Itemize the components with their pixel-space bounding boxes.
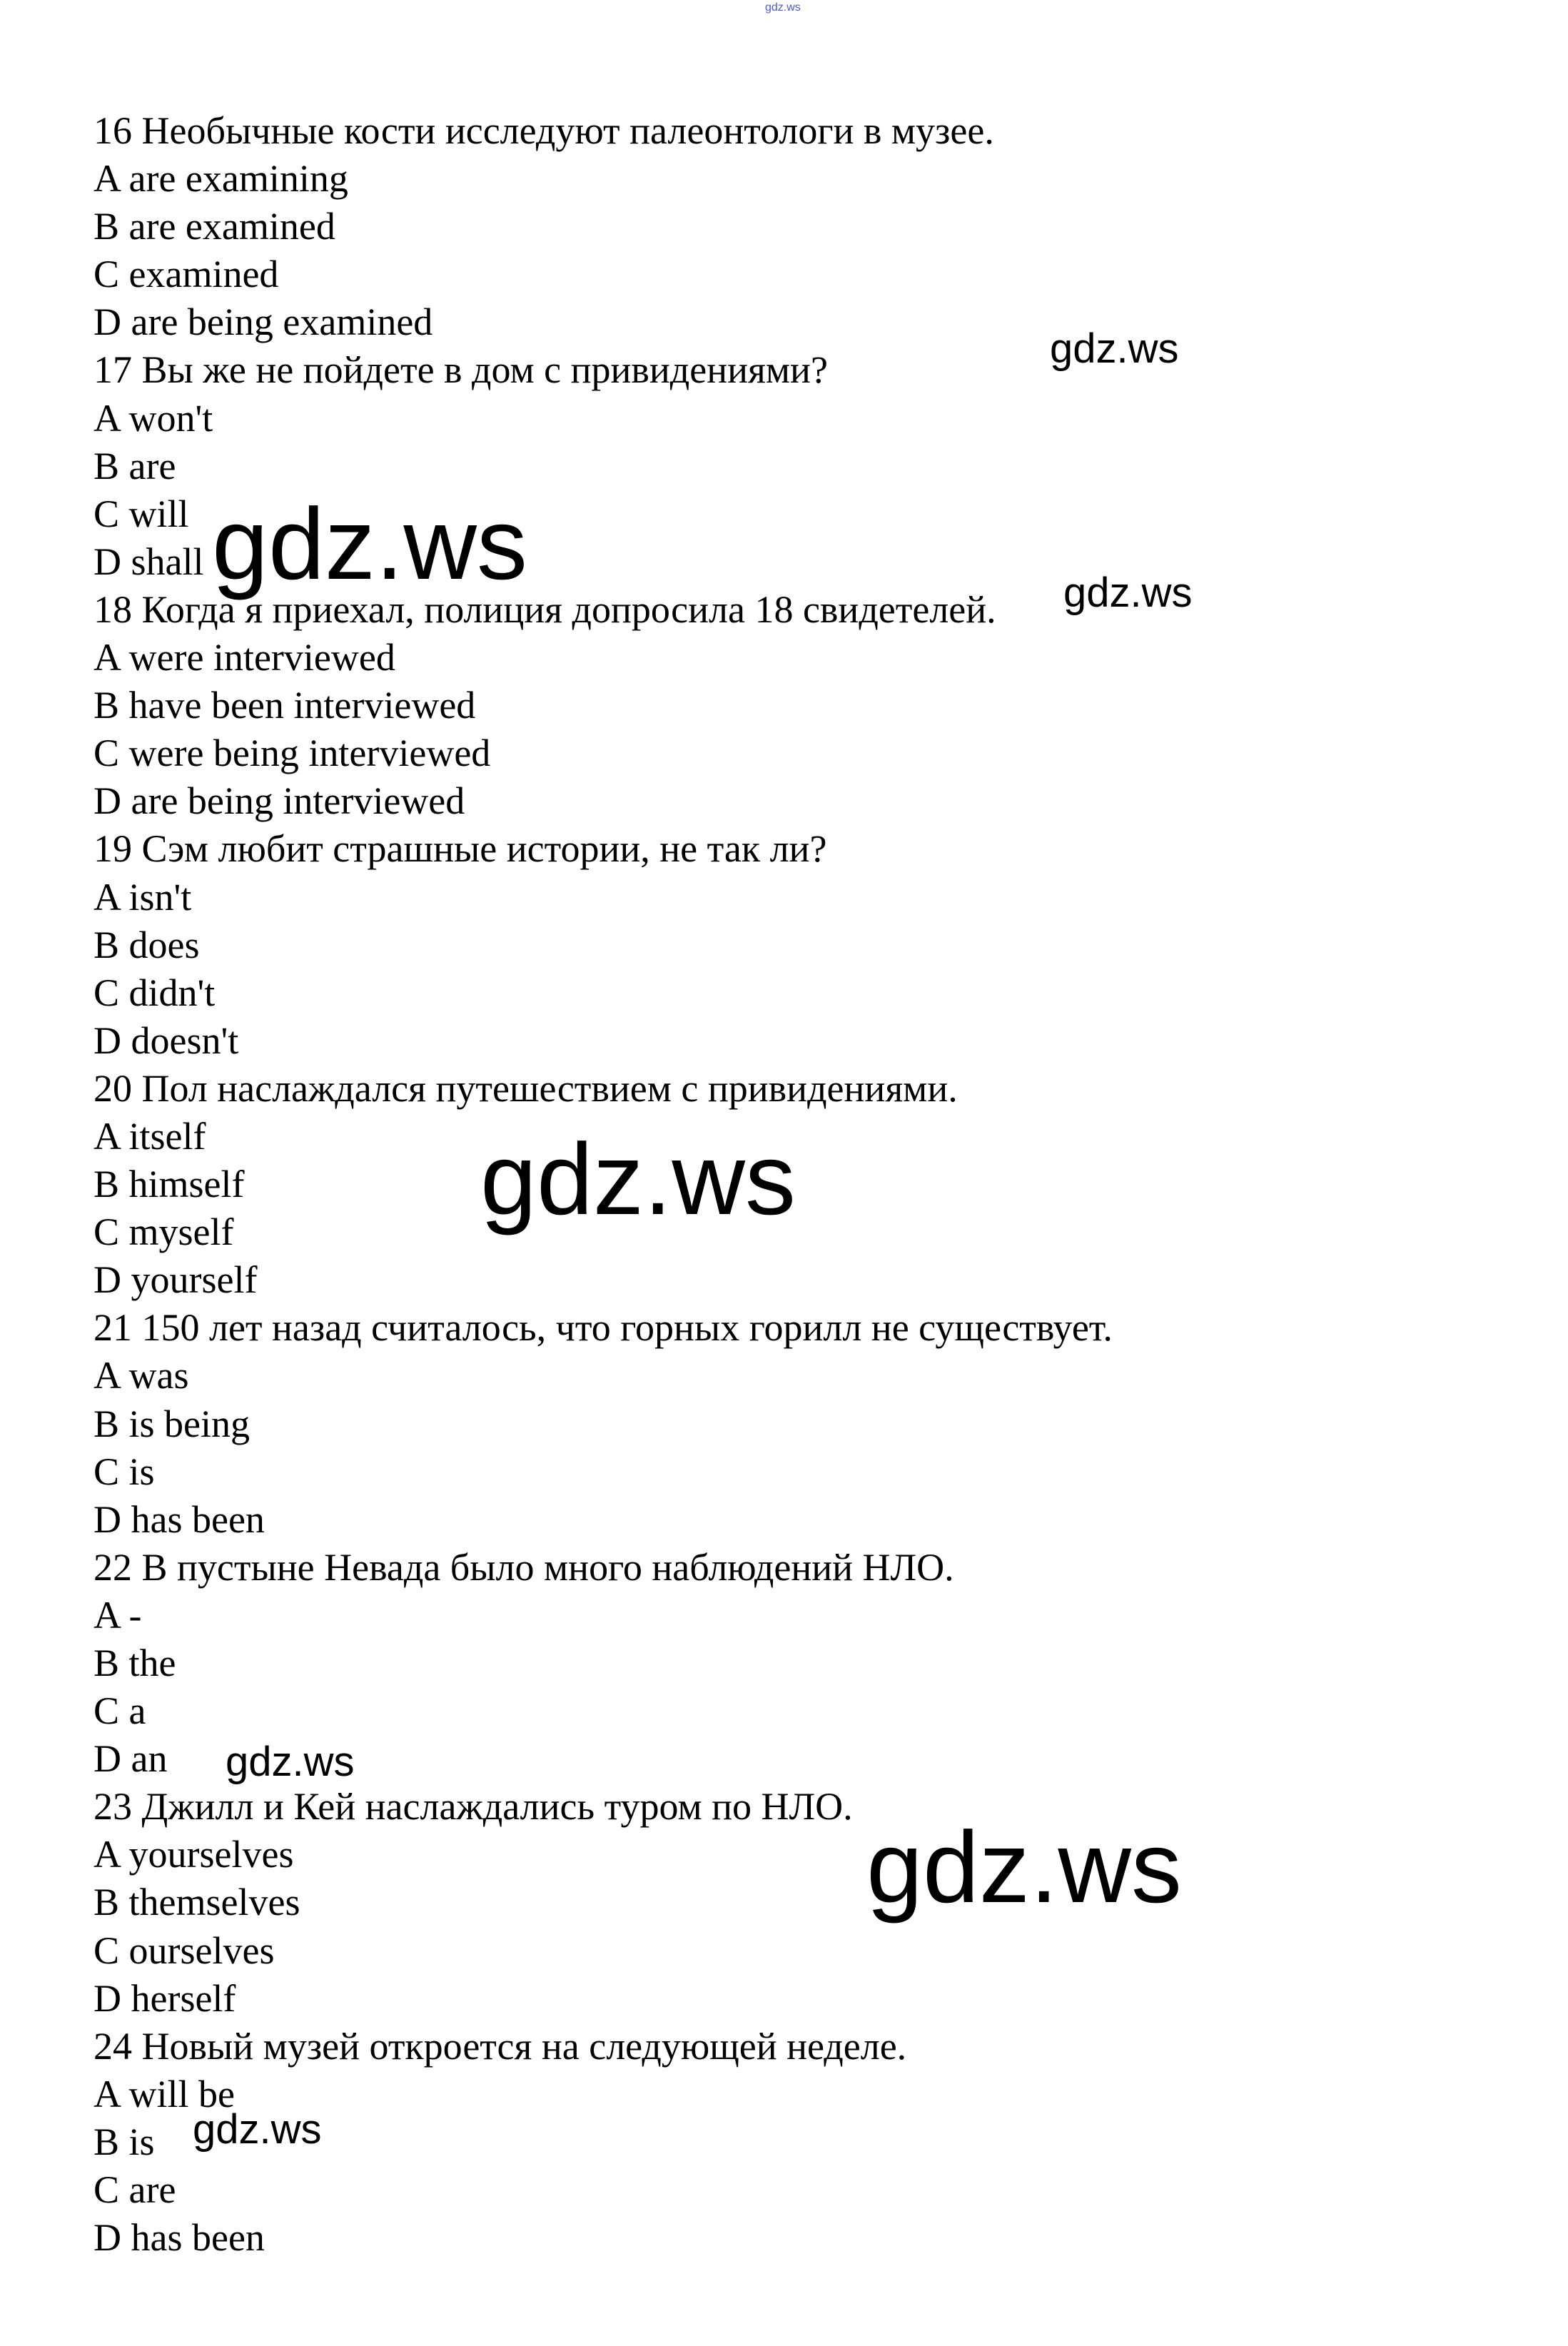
answer-option-a: A was xyxy=(93,1354,189,1397)
answer-option-b: B have been interviewed xyxy=(93,684,476,727)
answer-option-a: A itself xyxy=(93,1114,206,1158)
answer-option-d: D herself xyxy=(93,1976,236,2020)
answer-option-d: D an xyxy=(93,1737,168,1781)
answer-option-d: D yourself xyxy=(93,1258,258,1302)
answer-option-c: C examined xyxy=(93,253,279,296)
answer-option-b: B does xyxy=(93,923,200,966)
answer-option-a: A are examining xyxy=(93,157,348,201)
answer-option-d: D are being interviewed xyxy=(93,779,465,823)
question-prompt: 18 Когда я приехал, полиция допросила 18 свидетелей. xyxy=(93,587,996,631)
answer-option-a: A were interviewed xyxy=(93,636,395,679)
watermark: gdz.ws xyxy=(193,2106,322,2153)
question-18 xyxy=(93,586,1450,825)
watermark: gdz.ws xyxy=(866,1811,1182,1924)
answer-option-b: B is xyxy=(93,2120,155,2163)
question-16 xyxy=(93,107,1450,346)
answer-option-c: C will xyxy=(93,492,189,535)
watermark: gdz.ws xyxy=(226,1739,355,1785)
answer-option-c: C a xyxy=(93,1689,146,1733)
answer-option-b: B himself xyxy=(93,1163,245,1206)
answer-option-b: B are examined xyxy=(93,205,335,248)
question-prompt: 19 Сэм любит страшные истории, не так ли? xyxy=(93,827,827,871)
answer-option-a: A yourselves xyxy=(93,1833,294,1876)
answer-option-b: B the xyxy=(93,1642,176,1684)
answer-option-d: D doesn't xyxy=(93,1018,239,1062)
answer-option-d: D are being examined xyxy=(93,300,433,344)
answer-option-a: A won't xyxy=(93,396,213,440)
answer-option-b: B are xyxy=(93,444,176,487)
question-prompt: 20 Пол наслаждался путешествием с привидениями. xyxy=(93,1066,958,1110)
question-prompt: 16 Необычные кости исследуют палеонтологи в музее. xyxy=(93,109,994,152)
watermark: gdz.ws xyxy=(480,1123,796,1236)
watermark: gdz.ws xyxy=(1050,325,1179,372)
answer-option-c: C myself xyxy=(93,1210,234,1254)
watermark: gdz.ws xyxy=(1063,570,1193,616)
answer-option-c: C is xyxy=(93,1450,155,1493)
question-19 xyxy=(93,825,1450,1064)
watermark: gdz.ws xyxy=(212,487,527,601)
question-prompt: 23 Джилл и Кей наслаждались туром по НЛО. xyxy=(93,1785,853,1829)
answer-option-c: C were being interviewed xyxy=(93,732,491,775)
answer-option-a: A - xyxy=(93,1593,142,1637)
header-watermark: gdz.ws xyxy=(765,1,801,14)
answer-option-b: B themselves xyxy=(93,1881,300,1924)
answer-option-b: B is being xyxy=(93,1402,251,1445)
answer-option-c: C ourselves xyxy=(93,1928,275,1972)
answer-option-d: D has been xyxy=(93,2216,265,2260)
answer-option-c: C are xyxy=(93,2168,176,2212)
answer-option-d: D has been xyxy=(93,1497,265,1541)
question-21 xyxy=(93,1304,1450,1543)
answer-option-a: A will be xyxy=(93,2072,235,2115)
answer-option-d: D shall xyxy=(93,540,204,583)
question-prompt: 22 В пустыне Невада было много наблюдений НЛО. xyxy=(93,1545,954,1589)
question-prompt: 17 Вы же не пойдете в дом с привидениями? xyxy=(93,348,828,392)
question-prompt: 21 150 лет назад считалось, что горных горилл не существует. xyxy=(93,1306,1113,1350)
question-23 xyxy=(93,1783,1450,2022)
answer-option-c: C didn't xyxy=(93,971,216,1014)
question-prompt: 24 Новый музей откроется на следующей неделе. xyxy=(93,2024,907,2068)
answer-option-a: A isn't xyxy=(93,875,192,919)
